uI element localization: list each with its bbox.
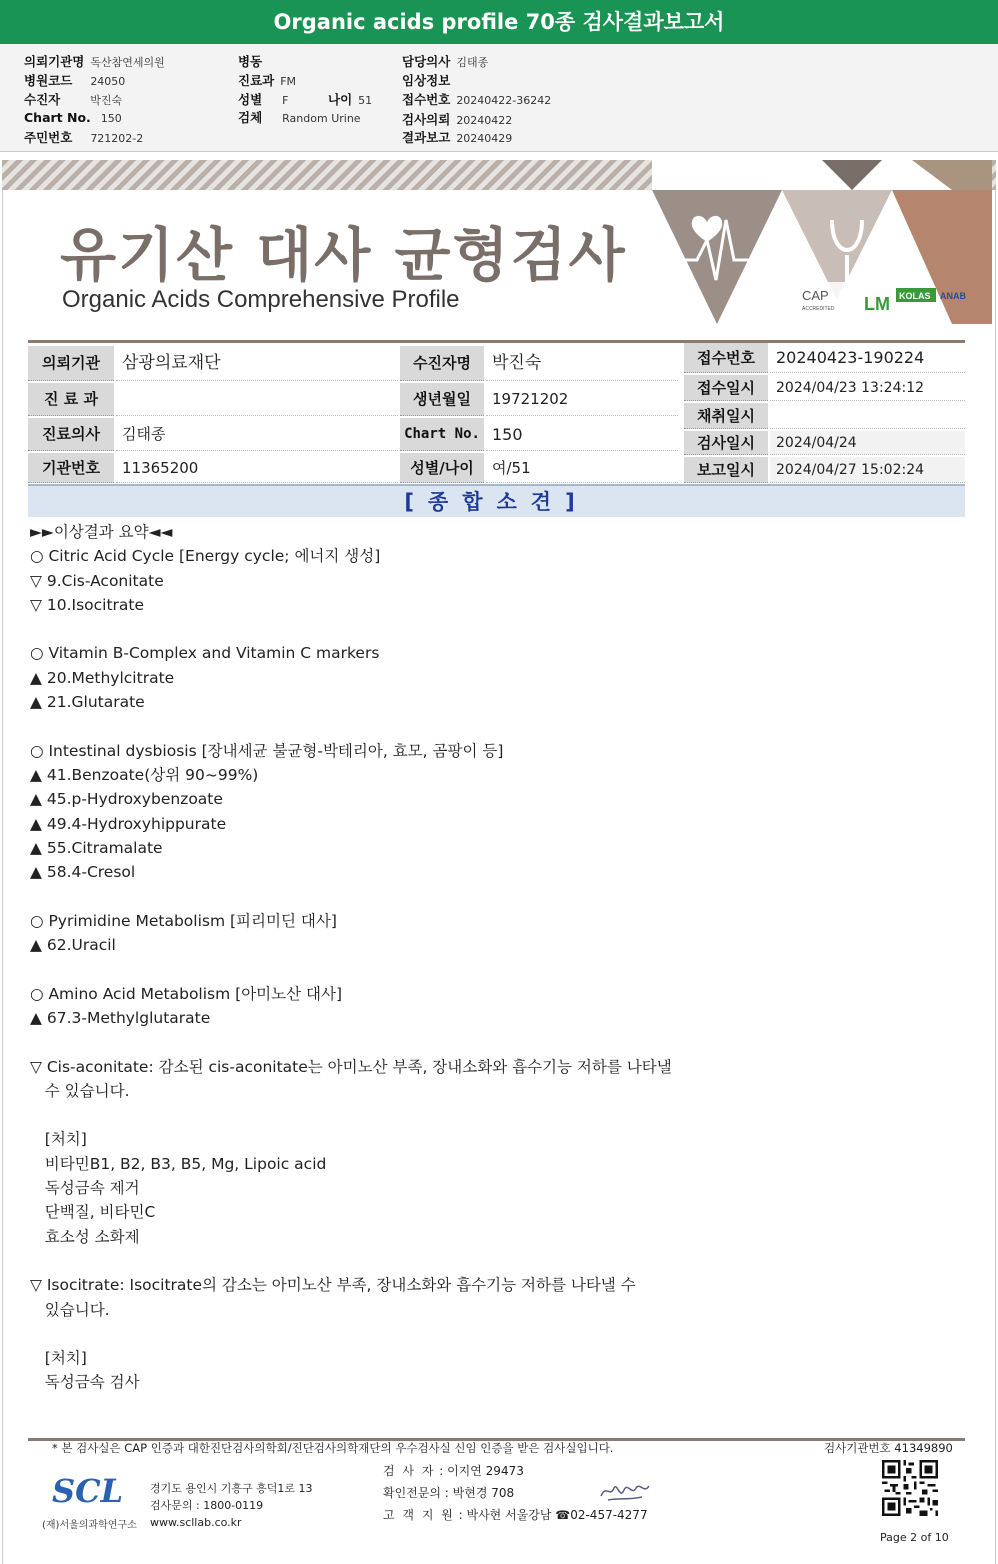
footer-address-line: 경기도 용인시 기흥구 흥덕1로 13 [150, 1482, 313, 1495]
finding-line: ○ Amino Acid Metabolism [아미노산 대사] [30, 984, 343, 1003]
finding-line [30, 1249, 960, 1273]
header-field: 검사의뢰 20240422 [402, 112, 513, 127]
scl-logo-subtitle: (재)서울의과학연구소 [42, 1520, 137, 1531]
finding-line: ▲ 55.Citramalate [30, 838, 163, 857]
header-field: 담당의사 김태종 [402, 54, 489, 69]
label-birthdate: 생년월일 [400, 383, 484, 416]
value-doctor: 김태종 [116, 418, 398, 451]
cap-badge: CAP [802, 288, 829, 303]
qr-code-icon [882, 1460, 938, 1516]
footer-phone-line: 검사문의 : 1800-0119 [150, 1499, 264, 1512]
value-requester: 삼광의료재단 [116, 346, 398, 381]
value-department [116, 383, 398, 416]
finding-line: 단백질, 비타민C [30, 1203, 156, 1222]
label-received-at: 접수일시 [684, 375, 768, 401]
patient-info-table [28, 340, 965, 480]
finding-line: ▲ 62.Uracil [30, 936, 116, 955]
lm-badge: LM [864, 294, 890, 314]
label-tested-at: 검사일시 [684, 431, 768, 455]
header-field: 병원코드 24050 [24, 73, 126, 88]
scl-logo: SCL [52, 1472, 124, 1510]
anab-badge: ANAB [940, 291, 966, 301]
finding-line: [처치] [30, 1130, 87, 1149]
footer-certification-note: * 본 검사실은 CAP 인증과 대한진단검사의학회/진단검사의학재단의 우수검사실 신임 인증을 받은 검사실입니다. [52, 1441, 614, 1455]
finding-line: [처치] [30, 1349, 87, 1368]
page-number: Page 2 of 10 [880, 1531, 949, 1544]
finding-line: ○ Intestinal dysbiosis [장내세균 불균형-박테리아, 효모, 곰팡이 등] [30, 741, 504, 760]
footer-address [150, 1480, 313, 1531]
finding-line: ○ Pyrimidine Metabolism [피리미딘 대사] [30, 911, 337, 930]
staff-support: 고 객 지 원 : 박사현 서울강남 ☎02-457-4277 [383, 1508, 648, 1522]
header-field: 접수번호 20240422-36242 [402, 92, 552, 107]
finding-line [30, 957, 960, 981]
finding-line: ▲ 21.Glutarate [30, 693, 145, 712]
finding-line: ▽ Isocitrate: Isocitrate의 감소는 아미노산 부족, 장내소화와 흡수기능 저하를 나타낼 수 [30, 1276, 636, 1295]
finding-line [30, 1322, 960, 1346]
label-patient-name: 수진자명 [400, 346, 484, 381]
finding-line [30, 617, 960, 641]
label-accession-no: 접수번호 [684, 343, 768, 373]
header-field: 성별 F [238, 92, 289, 107]
request-header [0, 44, 998, 152]
cap-badge-sub: ACCREDITED [802, 306, 835, 312]
header-field: 주민번호 721202-2 [24, 130, 144, 145]
header-field: 결과보고 20240429 [402, 130, 513, 145]
finding-line [30, 1030, 960, 1054]
footer-lab-code: 검사기관번호 41349890 [824, 1441, 953, 1455]
label-reported-at: 보고일시 [684, 457, 768, 483]
value-institution-no: 11365200 [116, 453, 398, 483]
label-collected-at: 채취일시 [684, 403, 768, 429]
header-field: 진료과 FM [238, 73, 297, 88]
staff-specialist: 확인전문의 : 박현경 708 [383, 1486, 515, 1500]
report-title-korean: 유기산 대사 균형검사 [60, 221, 627, 289]
value-chart-no: 150 [486, 418, 678, 451]
finding-line: ▽ 9.Cis-Aconitate [30, 571, 164, 590]
value-patient-name: 박진숙 [486, 346, 678, 381]
finding-line: 비타민B1, B2, B3, B5, Mg, Lipoic acid [30, 1154, 327, 1173]
finding-line: ▲ 41.Benzoate(상위 90~99%) [30, 765, 259, 784]
finding-line: 있습니다. [30, 1300, 110, 1319]
finding-line: 효소성 소화제 [30, 1227, 140, 1246]
staff-tester: 검 사 자 : 이지연 29473 [383, 1464, 524, 1478]
header-field: 수진자 박진숙 [24, 92, 123, 107]
report-title-english: Organic Acids Comprehensive Profile [62, 286, 460, 313]
label-department: 진 료 과 [28, 383, 114, 416]
section-header-summary: [종합소견] [28, 484, 965, 517]
signature-mark [598, 1478, 652, 1504]
value-tested-at: 2024/04/24 [770, 431, 965, 455]
value-sex-age: 여/51 [486, 453, 678, 483]
finding-line: 독성금속 검사 [30, 1373, 140, 1392]
value-received-at: 2024/04/23 13:24:12 [770, 375, 965, 401]
finding-line: ▲ 20.Methylcitrate [30, 668, 175, 687]
value-birthdate: 19721202 [486, 383, 678, 416]
finding-line: ○ Citric Acid Cycle [Energy cycle; 에너지 생성] [30, 547, 381, 566]
report-title-bar [0, 0, 998, 44]
label-requester: 의뢰기관 [28, 346, 114, 381]
label-institution-no: 기관번호 [28, 453, 114, 483]
header-field: 의뢰기관명 독산참연세의원 [24, 54, 165, 69]
header-field-age: 나이 51 [328, 92, 373, 107]
finding-line: ▲ 67.3-Methylglutarate [30, 1008, 211, 1027]
footer-website-link[interactable]: www.scllab.co.kr [150, 1516, 242, 1529]
label-doctor: 진료의사 [28, 418, 114, 451]
finding-line: ▲ 49.4-Hydroxyhippurate [30, 814, 227, 833]
finding-line: ▲ 58.4-Cresol [30, 863, 136, 882]
finding-line: ▽ Cis-aconitate: 감소된 cis-aconitate는 아미노산 부족, 장내소화와 흡수기능 저하를 나타낼 [30, 1057, 672, 1076]
value-collected-at [770, 403, 965, 429]
label-sex-age: 성별/나이 [400, 453, 484, 483]
header-field: 임상정보 [402, 73, 451, 88]
finding-line: ▽ 10.Isocitrate [30, 595, 145, 614]
kolas-badge: KOLAS [899, 291, 931, 301]
finding-line [30, 1103, 960, 1127]
value-reported-at: 2024/04/27 15:02:24 [770, 457, 965, 483]
label-chart-no: Chart No. [400, 418, 484, 451]
finding-line: ▲ 45.p-Hydroxybenzoate [30, 790, 223, 809]
finding-line [30, 884, 960, 908]
finding-line: 독성금속 제거 [30, 1179, 140, 1198]
finding-line: 수 있습니다. [30, 1081, 130, 1100]
findings-body [30, 520, 960, 1395]
header-field: 검체 Random Urine [238, 110, 361, 125]
header-field: 병동 [238, 54, 263, 69]
report-title: Organic acids profile 70종 검사결과보고서 [273, 10, 725, 34]
finding-line [30, 714, 960, 738]
value-accession-no: 20240423-190224 [770, 343, 965, 373]
header-decoration [652, 160, 992, 324]
header-field: Chart No. 150 [24, 110, 122, 125]
finding-line: ○ Vitamin B-Complex and Vitamin C markers [30, 644, 380, 663]
finding-line: ►►이상결과 요약◄◄ [30, 523, 173, 541]
